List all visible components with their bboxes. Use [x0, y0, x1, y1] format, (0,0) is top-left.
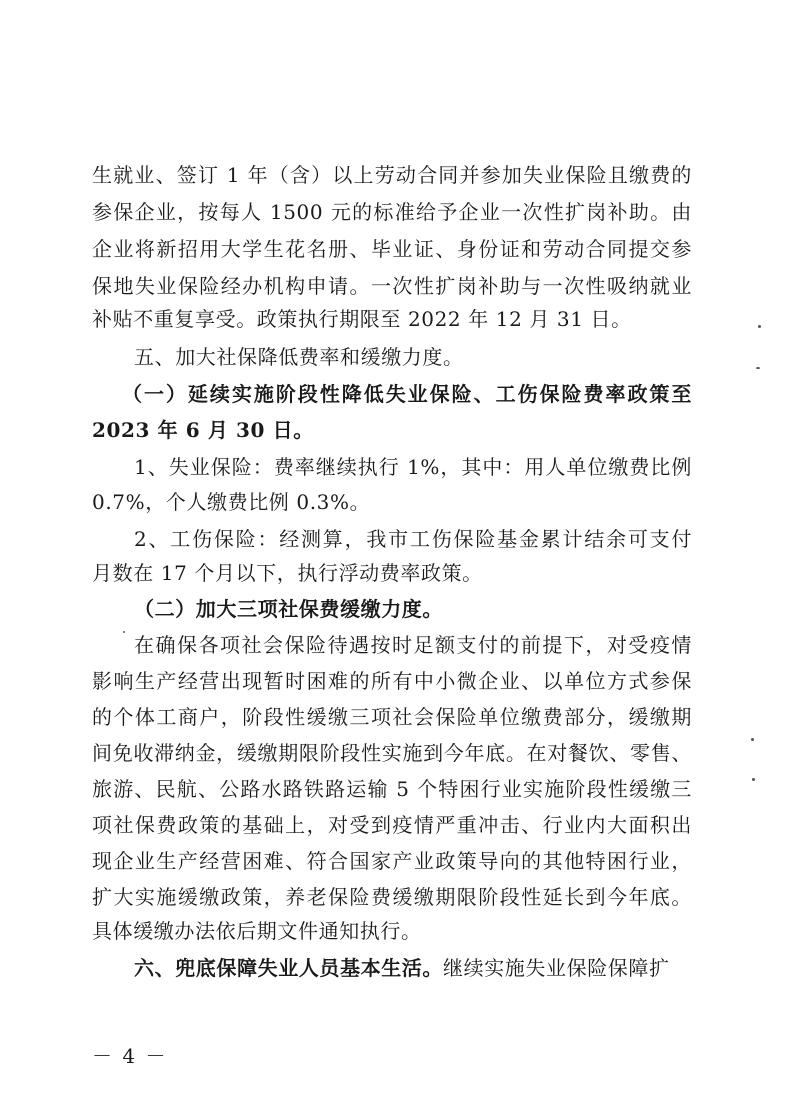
paragraph-line: 具体缓缴办法依后期文件通知执行。 [92, 919, 422, 943]
paragraph-line: 扩大实施缓缴政策，养老保险费缓缴期限阶段性延长到今年底。 [92, 885, 692, 909]
page-number: － 4 － [92, 1044, 168, 1068]
paragraph-line: 项社保费政策的基础上，对受到疫情严重冲击、行业内大面积出 [92, 813, 692, 837]
paragraph-line: 参保企业，按每人 1500 元的标准给予企业一次性扩岗补助。由 [92, 200, 692, 224]
subsection-heading-2: （二）加大三项社保费缓缴力度。 [134, 597, 443, 621]
paragraph-line: 1、失业保险：费率继续执行 1%，其中：用人单位缴费比例 [134, 455, 692, 479]
paragraph-line: 2、工伤保险：经测算，我市工伤保险基金累计结余可支付 [134, 527, 692, 551]
paragraph-line: 现企业生产经营困难、符合国家产业政策导向的其他特困行业， [92, 849, 692, 873]
paragraph-line: 旅游、民航、公路水路铁路运输 5 个特困行业实施阶段性缓缴三 [92, 777, 692, 801]
subsection-heading-1-cont: 2023 年 6 月 30 日。 [92, 418, 314, 442]
paragraph-line: 月数在 17 个月以下，执行浮动费率政策。 [92, 561, 483, 585]
scan-speck [756, 367, 760, 369]
section-heading-6-line [134, 950, 694, 986]
paragraph-line: 在确保各项社会保险待遇按时足额支付的前提下，对受疫情 [134, 633, 692, 657]
paragraph-line: 企业将新招用大学生花名册、毕业证、身份证和劳动合同提交参 [92, 237, 692, 261]
paragraph-line: 保地失业保险经办机构申请。一次性扩岗补助与一次性吸纳就业 [92, 274, 692, 298]
paragraph-line: 影响生产经营出现暂时困难的所有中小微企业、以单位方式参保 [92, 669, 692, 693]
paragraph-line: 的个体工商户，阶段性缓缴三项社会保险单位缴费部分，缓缴期 [92, 705, 692, 729]
scan-speck [123, 631, 125, 633]
section-6-text: 继续实施失业保险保障扩 [443, 956, 670, 980]
paragraph-line: 补贴不重复享受。政策执行期限至 2022 年 12 月 31 日。 [92, 307, 632, 331]
paragraph-line: 0.7%，个人缴费比例 0.3%。 [92, 490, 371, 514]
section-heading-6: 六、兜底保障失业人员基本生活。 [134, 956, 443, 980]
section-heading-5: 五、加大社保降低费率和缓缴力度。 [134, 345, 464, 369]
subsection-heading-1: （一）延续实施阶段性降低失业保险、工伤保险费率政策至 [122, 382, 692, 406]
paragraph-line: 间免收滞纳金，缓缴期限阶段性实施到今年底。在对餐饮、零售、 [92, 741, 692, 765]
paragraph-line: 生就业、签订 1 年（含）以上劳动合同并参加失业保险且缴费的 [92, 163, 692, 187]
scan-speck [752, 778, 755, 781]
scan-speck [751, 738, 754, 741]
scan-speck [758, 325, 761, 328]
